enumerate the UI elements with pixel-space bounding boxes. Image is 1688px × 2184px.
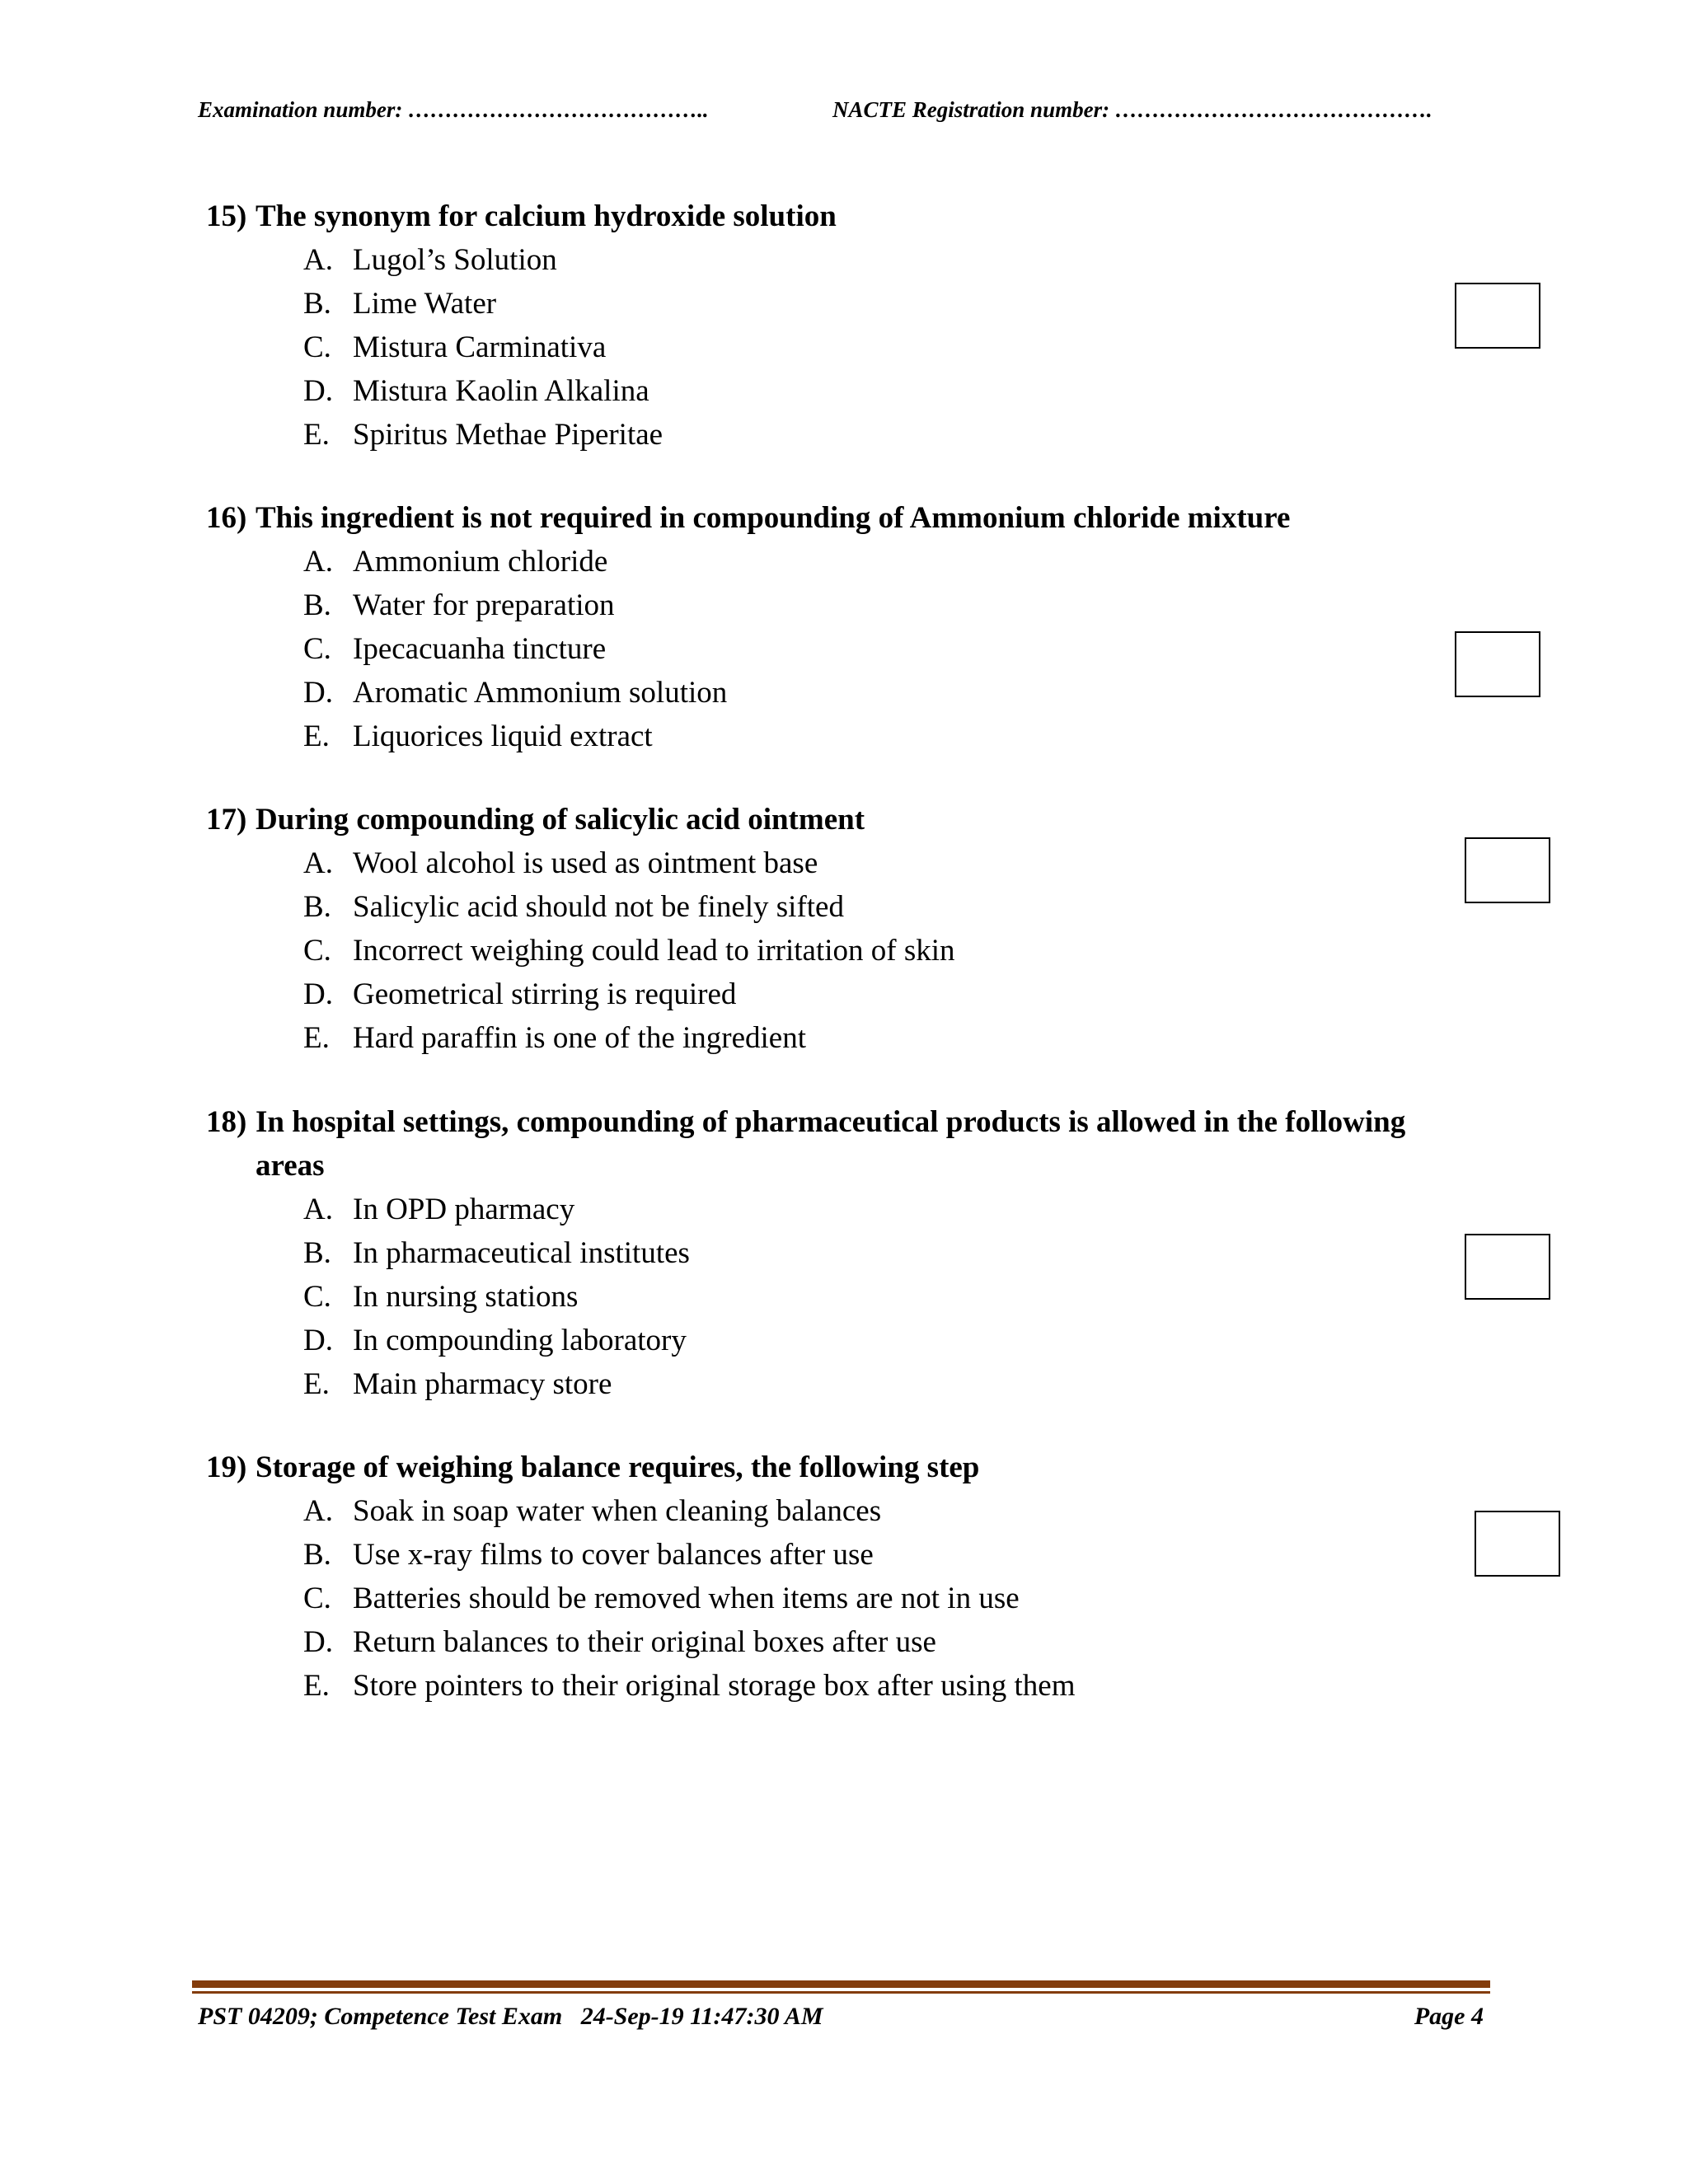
question-text: This ingredient is not required in compounding of Ammonium chloride mixture — [256, 501, 1291, 535]
option-letter: E. — [303, 418, 330, 452]
option-letter: C. — [303, 1582, 331, 1615]
question-stem — [206, 194, 1492, 238]
question-number: 16) — [206, 501, 247, 535]
footer-rule — [192, 1980, 1490, 1994]
option-a — [206, 238, 1492, 282]
option-text: Water for preparation — [353, 588, 615, 622]
footer-rule-thin — [192, 1991, 1490, 1994]
option-text: Ammonium chloride — [353, 545, 608, 579]
option-letter: E. — [303, 1669, 330, 1703]
option-e — [206, 1016, 1492, 1060]
option-text: In OPD pharmacy — [353, 1193, 575, 1226]
option-text: Wool alcohol is used as ointment base — [353, 846, 818, 880]
option-a — [206, 540, 1492, 583]
examination-number-field: Examination number: ………………………………….. — [198, 97, 709, 122]
option-e — [206, 1664, 1492, 1708]
answer-box-18[interactable] — [1465, 1234, 1550, 1300]
option-text: Liquorices liquid extract — [353, 719, 653, 753]
option-text: Aromatic Ammonium solution — [353, 676, 728, 710]
answer-box-16[interactable] — [1455, 631, 1540, 697]
option-letter: E. — [303, 719, 330, 753]
question-18 — [206, 1100, 1492, 1406]
question-stem — [206, 798, 1492, 841]
option-a — [206, 1188, 1492, 1231]
option-text: Main pharmacy store — [353, 1367, 612, 1401]
option-text: Lime Water — [353, 287, 497, 321]
option-e — [206, 413, 1492, 457]
answer-box-17[interactable] — [1465, 837, 1550, 903]
option-letter: C. — [303, 632, 331, 666]
option-letter: B. — [303, 287, 331, 321]
option-text: Lugol’s Solution — [353, 243, 557, 277]
question-stem — [206, 1100, 1492, 1188]
question-text: Storage of weighing balance requires, the following step — [256, 1451, 980, 1484]
page-header — [198, 97, 1517, 130]
option-letter: E. — [303, 1021, 330, 1055]
option-text: Geometrical stirring is required — [353, 977, 737, 1011]
question-number: 17) — [206, 803, 247, 837]
option-letter: C. — [303, 934, 331, 968]
footer-rule-thick — [192, 1980, 1490, 1988]
question-number: 18) — [206, 1105, 247, 1139]
question-number: 19) — [206, 1451, 247, 1484]
option-text: Spiritus Methae Piperitae — [353, 418, 663, 452]
exam-info: PST 04209; Competence Test Exam 24-Sep-19 11:47:30 AM — [198, 2003, 823, 2030]
option-letter: E. — [303, 1367, 330, 1401]
option-text: Ipecacuanha tincture — [353, 632, 607, 666]
option-letter: D. — [303, 1625, 333, 1659]
option-e — [206, 1362, 1492, 1406]
option-b — [206, 1231, 1492, 1275]
question-number: 15) — [206, 199, 247, 233]
option-text: Salicylic acid should not be finely sifted — [353, 890, 844, 924]
option-text: Store pointers to their original storage box after using them — [353, 1669, 1076, 1703]
answer-box-15[interactable] — [1455, 283, 1540, 349]
option-b — [206, 282, 1492, 326]
option-d — [206, 1620, 1492, 1664]
question-text: In hospital settings, compounding of pharmaceutical products is allowed in the following areas — [256, 1105, 1406, 1183]
option-text: In nursing stations — [353, 1280, 579, 1314]
option-c — [206, 1577, 1492, 1620]
answer-box-19[interactable] — [1475, 1511, 1560, 1577]
option-letter: D. — [303, 374, 333, 408]
option-letter: A. — [303, 545, 333, 579]
option-b — [206, 885, 1492, 929]
option-letter: D. — [303, 1324, 333, 1357]
option-d — [206, 369, 1492, 413]
option-letter: D. — [303, 676, 333, 710]
option-letter: A. — [303, 243, 333, 277]
question-17 — [206, 798, 1492, 1060]
question-15 — [206, 194, 1492, 457]
option-letter: B. — [303, 1236, 331, 1270]
option-letter: B. — [303, 588, 331, 622]
option-text: In compounding laboratory — [353, 1324, 687, 1357]
question-19 — [206, 1446, 1492, 1708]
option-text: Mistura Kaolin Alkalina — [353, 374, 649, 408]
option-letter: C. — [303, 1280, 331, 1314]
option-text: Incorrect weighing could lead to irritation of skin — [353, 934, 955, 968]
option-letter: C. — [303, 330, 331, 364]
option-d — [206, 1319, 1492, 1362]
option-letter: A. — [303, 1193, 333, 1226]
question-text: The synonym for calcium hydroxide solution — [256, 199, 837, 233]
option-letter: B. — [303, 890, 331, 924]
option-c — [206, 929, 1492, 972]
option-text: Mistura Carminativa — [353, 330, 607, 364]
option-text: Soak in soap water when cleaning balances — [353, 1494, 882, 1528]
option-c — [206, 1275, 1492, 1319]
option-letter: B. — [303, 1538, 331, 1572]
option-b — [206, 1533, 1492, 1577]
question-16 — [206, 496, 1492, 758]
question-stem — [206, 1446, 1492, 1489]
option-a — [206, 1489, 1492, 1533]
option-d — [206, 972, 1492, 1016]
option-a — [206, 841, 1492, 885]
question-stem — [206, 496, 1492, 540]
page-number: Page 4 — [1414, 2003, 1484, 2030]
option-letter: A. — [303, 846, 333, 880]
option-c — [206, 326, 1492, 369]
nacte-registration-field: NACTE Registration number: ……………………………………. — [832, 97, 1432, 122]
option-d — [206, 671, 1492, 715]
option-c — [206, 627, 1492, 671]
question-text: During compounding of salicylic acid ointment — [256, 803, 865, 837]
option-b — [206, 583, 1492, 627]
option-letter: A. — [303, 1494, 333, 1528]
option-text: Return balances to their original boxes after use — [353, 1625, 936, 1659]
option-letter: D. — [303, 977, 333, 1011]
option-text: In pharmaceutical institutes — [353, 1236, 690, 1270]
option-text: Hard paraffin is one of the ingredient — [353, 1021, 807, 1055]
option-e — [206, 715, 1492, 758]
option-text: Use x-ray films to cover balances after use — [353, 1538, 874, 1572]
option-text: Batteries should be removed when items are not in use — [353, 1582, 1020, 1615]
